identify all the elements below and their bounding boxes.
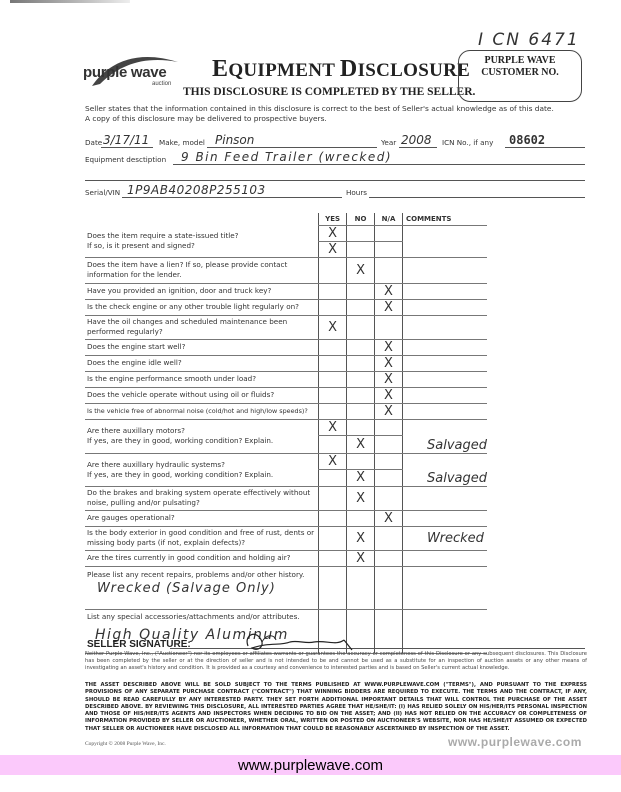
table-row (85, 355, 487, 371)
field-row-description-cont (85, 167, 585, 181)
na-checkbox[interactable]: X (374, 299, 402, 315)
yes-checkbox[interactable] (319, 283, 347, 299)
na-checkbox[interactable] (374, 257, 402, 283)
question-text: Does the vehicle operate without using oil or fluids? (85, 387, 319, 403)
seller-signature-label: SELLER SIGNATURE: (87, 639, 191, 650)
history-row (85, 566, 487, 609)
no-checkbox[interactable]: X (347, 526, 375, 550)
comment-field[interactable] (403, 355, 488, 371)
col-na: N/A (374, 213, 402, 225)
table-row (85, 387, 487, 403)
yes-checkbox[interactable] (319, 486, 347, 510)
hours-field[interactable] (369, 184, 585, 198)
no-checkbox[interactable] (347, 355, 375, 371)
comment-value: Wrecked (427, 530, 484, 546)
na-checkbox[interactable]: X (374, 403, 402, 419)
comment-field[interactable] (403, 510, 488, 526)
col-comments: COMMENTS (403, 213, 488, 225)
comment-field[interactable] (403, 315, 488, 339)
yes-checkbox[interactable] (319, 339, 347, 355)
icn-value: 08602 (509, 133, 546, 147)
customer-box-line1: PURPLE WAVE (484, 55, 556, 66)
comment-field[interactable] (403, 526, 488, 550)
table-row (85, 299, 487, 315)
na-checkbox[interactable]: X (374, 371, 402, 387)
yes-checkbox[interactable] (319, 510, 347, 526)
intro-statement (85, 104, 585, 124)
description-value: 9 Bin Feed Trailer (wrecked) (181, 150, 393, 164)
yes-checkbox[interactable] (319, 371, 347, 387)
no-checkbox[interactable] (347, 283, 375, 299)
question-text: Have the oil changes and scheduled maintenance been performed regularly? (85, 315, 319, 339)
icn-label: ICN No., if any (442, 138, 494, 147)
field-row-date-make (85, 134, 585, 148)
table-row (85, 315, 487, 339)
make-value: Pinson (215, 133, 255, 147)
table-row (85, 510, 487, 526)
date-value: 3/17/11 (103, 133, 150, 147)
disclaimer-text: Neither Purple Wave, Inc., ("Auctioneer") nor its employees or affiliates warrants or guarantees the accuracy or completeness of this Disclosure or any subsequent disclosures. This Disclosure has been completed by the seller or at the direction of seller and is not intended to be and cannot be used as a substitute for an inspection of auction assets or any other means of investigating an asset's history and condition. It is provided as a courtesy and convenience to interested parties and is based on Seller's current actual knowledge. (85, 651, 587, 671)
logo-subtext: auction (152, 81, 172, 87)
field-row-serial (85, 184, 585, 198)
na-checkbox[interactable]: X (374, 283, 402, 299)
na-checkbox[interactable] (374, 435, 402, 453)
question-text: If yes, are they in good, working condition? Explain. (87, 436, 274, 445)
question-text: If yes, are they in good, working condition? Explain. (87, 469, 274, 479)
question-text: Do the brakes and braking system operate effectively without noise, pulling and/or pulsating? (85, 486, 319, 510)
question-text: Is the check engine or any other trouble light regularly on? (85, 299, 319, 315)
table-row (85, 371, 487, 387)
table-row (85, 550, 487, 566)
na-checkbox[interactable] (374, 241, 402, 257)
no-checkbox[interactable] (347, 453, 375, 469)
question-text: If so, is it present and signed? (87, 240, 195, 250)
field-row-description (85, 151, 585, 165)
comment-field[interactable] (403, 486, 488, 510)
comment-field[interactable] (403, 453, 488, 486)
comment-field[interactable] (403, 339, 488, 355)
comment-field[interactable] (403, 299, 488, 315)
na-checkbox[interactable] (374, 526, 402, 550)
na-checkbox[interactable]: X (374, 510, 402, 526)
serial-label: Serial/VIN (85, 188, 121, 197)
comment-field[interactable] (403, 225, 488, 257)
year-value: 2008 (401, 133, 432, 147)
question-text: Are gauges operational? (85, 510, 319, 526)
page-subtitle: THIS DISCLOSURE IS COMPLETED BY THE SELLER. (183, 86, 476, 98)
no-checkbox[interactable] (347, 419, 375, 435)
no-checkbox[interactable]: X (347, 550, 375, 566)
comment-value: Salvaged (427, 437, 487, 453)
hours-label: Hours (346, 188, 368, 197)
serial-value: 1P9AB40208P255103 (127, 183, 266, 197)
na-checkbox[interactable]: X (374, 387, 402, 403)
na-checkbox[interactable]: X (374, 339, 402, 355)
yes-checkbox[interactable] (319, 469, 347, 486)
col-no: NO (347, 213, 375, 225)
na-checkbox[interactable] (374, 315, 402, 339)
comment-field[interactable] (403, 387, 488, 403)
na-checkbox[interactable] (374, 225, 402, 241)
footer-url-band (0, 755, 621, 775)
no-checkbox[interactable] (347, 225, 375, 241)
description-label: Equipment desctiption (85, 155, 167, 164)
col-yes: YES (319, 213, 347, 225)
no-checkbox[interactable] (347, 241, 375, 257)
yes-checkbox[interactable] (319, 257, 347, 283)
question-text: Does the engine idle well? (85, 355, 319, 371)
table-row (85, 526, 487, 550)
website-watermark: www.purplewave.com (448, 735, 582, 749)
na-checkbox[interactable] (374, 469, 402, 486)
no-checkbox[interactable] (347, 315, 375, 339)
customer-box-line2: CUSTOMER NO. (481, 67, 559, 78)
question-text: Is the engine performance smooth under load? (85, 371, 319, 387)
question-text: Have you provided an ignition, door and truck key? (85, 283, 319, 299)
na-checkbox[interactable]: X (374, 355, 402, 371)
disclosure-table (85, 213, 487, 654)
question-text: Are the tires currently in good condition and holding air? (85, 550, 319, 566)
table-row (85, 419, 487, 435)
na-checkbox[interactable] (374, 419, 402, 435)
comment-field[interactable] (403, 403, 488, 419)
handwritten-customer-ref: I CN 6471 (478, 30, 580, 50)
table-row (85, 225, 487, 241)
table-row (85, 403, 487, 419)
yes-checkbox[interactable] (319, 526, 347, 550)
yes-checkbox[interactable] (319, 387, 347, 403)
purple-wave-logo (80, 50, 180, 92)
no-checkbox[interactable] (347, 371, 375, 387)
logo-text: purple wave (83, 64, 167, 81)
intro-line1: Seller states that the information contained in this disclosure is correct to the best of Seller's actual knowledge as of this date. (85, 104, 554, 113)
year-label: Year (381, 138, 397, 147)
table-header (85, 213, 487, 225)
no-checkbox[interactable] (347, 299, 375, 315)
comment-field[interactable] (403, 419, 488, 453)
yes-checkbox[interactable]: X (319, 453, 347, 469)
accessories-prompt: List any special accessories/attachments and/or attributes. (87, 611, 300, 621)
yes-checkbox[interactable]: X (319, 315, 347, 339)
terms-text: THE ASSET DESCRIBED ABOVE WILL BE SOLD SUBJECT TO THE TERMS PUBLISHED AT WWW.PURPLEWAVE.COM ("TERMS"), AND PURSUANT TO THE EXPRESS PROVISIONS OF ANY SEPARATE PURCHASE CONTRACT ("CONTRACT") THAT WINNING BIDDERS ARE REQUIRED TO EXECUTE. THE TERMS AND THE CONTRACT, IF ANY, SHOULD BE READ CAREFULLY BY ANY INTERESTED PARTY. THEY SET FORTH ADDITIONAL IMPORTANT DETAILS THAT WILL CONTROL THE PURCHASE OF THE ASSET DESCRIBED ABOVE. BY REVIEWING THIS DISCLOSURE, ALL INTERESTED PARTIES AGREE THAT HE/SHE/IT: (I) HAS RELIED SOLELY ON HIS/HER/ITS PERSONAL INSPECTION AND THOSE OF HIS/HER/ITS AGENTS AND INSPECTORS WHEN DECIDING TO BID ON THE ASSET; AND (II) HAS NOT RELIED ON THE ACCURACY OR COMPLETENESS OF INFORMATION PROVIDED BY SELLER OR AUCTIONEER, WHETHER ORAL, WRITTEN OR POSTED ON AUCTIONEER'S WEBSITE, NOR HAS HE/SHE/IT ASSUMED OR EXPECTED THAT SELLER OR AUCTIONEER HAVE DISCLOSED ALL INFORMATION THAT COULD BE REASONABLY ASCERTAINED BY INSPECTION OF THE ASSET. (85, 682, 587, 732)
comment-field[interactable] (403, 371, 488, 387)
question-text: Does the item have a lien? If so, please provide contact information for the lender. (85, 257, 319, 283)
yes-checkbox[interactable] (319, 550, 347, 566)
footer-url-link[interactable]: www.purplewave.com (237, 757, 384, 774)
no-checkbox[interactable] (347, 387, 375, 403)
no-checkbox[interactable] (347, 339, 375, 355)
comment-field[interactable] (403, 257, 488, 283)
yes-checkbox[interactable]: X (319, 419, 347, 435)
no-checkbox[interactable]: X (347, 469, 375, 486)
no-checkbox[interactable]: X (347, 435, 375, 453)
intro-line2: A copy of this disclosure may be delivered to prospective buyers. (85, 114, 327, 123)
na-checkbox[interactable] (374, 453, 402, 469)
no-checkbox[interactable] (347, 510, 375, 526)
comment-value: Salvaged (427, 470, 487, 486)
question-text: Is the body exterior in good condition and free of rust, dents or missing body parts (if not, explain defects)? (85, 526, 319, 550)
history-value[interactable]: Wrecked (Salvage Only) (97, 580, 276, 596)
question-text: Does the item require a state-issued title? (87, 230, 239, 240)
na-checkbox[interactable] (374, 550, 402, 566)
table-row (85, 283, 487, 299)
customer-number-box (458, 50, 582, 102)
description-field-cont[interactable] (85, 167, 585, 181)
table-row (85, 257, 487, 283)
yes-checkbox[interactable] (319, 435, 347, 453)
yes-checkbox[interactable] (319, 355, 347, 371)
comment-field[interactable] (403, 283, 488, 299)
yes-checkbox[interactable] (319, 403, 347, 419)
accessories-value[interactable]: High Quality Aluminum (95, 626, 289, 643)
scan-artifact (10, 0, 130, 3)
yes-checkbox[interactable]: X (319, 225, 347, 241)
table-row (85, 486, 487, 510)
question-text: Does the engine start well? (85, 339, 319, 355)
na-checkbox[interactable] (374, 486, 402, 510)
no-checkbox[interactable]: X (347, 257, 375, 283)
table-row (85, 339, 487, 355)
make-label: Make, model (159, 138, 205, 147)
history-prompt: Please list any recent repairs, problems and/or other history. (87, 569, 305, 579)
table-row (85, 453, 487, 469)
page-title: EQUIPMENT DISCLOSURE (212, 56, 471, 82)
question-text: Are there auxillary motors? (87, 426, 185, 435)
yes-checkbox[interactable] (319, 299, 347, 315)
no-checkbox[interactable] (347, 403, 375, 419)
copyright-text: Copyright © 2008 Purple Wave, Inc. (85, 741, 166, 747)
seller-signature-field[interactable] (170, 648, 585, 649)
question-text: Is the vehicle free of abnormal noise (cold/hot and high/low speeds)? (85, 403, 319, 419)
question-text: Are there auxillary hydraulic systems? (87, 459, 225, 469)
date-label: Date (85, 138, 103, 147)
yes-checkbox[interactable]: X (319, 241, 347, 257)
no-checkbox[interactable]: X (347, 486, 375, 510)
comment-field[interactable] (403, 550, 488, 566)
